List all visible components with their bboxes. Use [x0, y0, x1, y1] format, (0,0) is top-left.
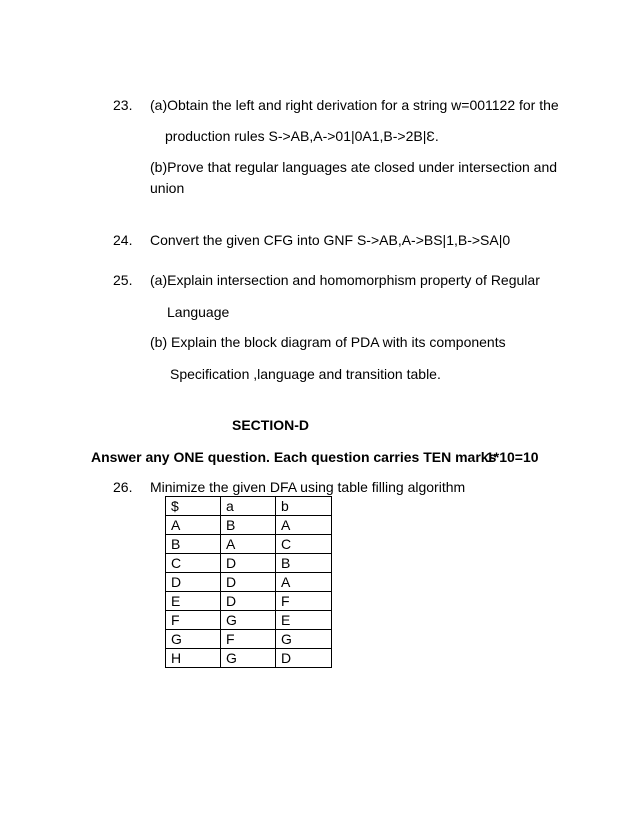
table-row [166, 649, 332, 668]
table-cell: B [276, 554, 332, 573]
table-row [166, 516, 332, 535]
table-cell: G [221, 649, 276, 668]
table-cell: A [166, 516, 221, 535]
table-cell: C [276, 535, 332, 554]
table-row [166, 535, 332, 554]
section-marks: 1*10=10 [486, 449, 539, 465]
section-title: SECTION-D [232, 417, 309, 433]
table-cell: E [276, 611, 332, 630]
table-cell: F [276, 592, 332, 611]
table-cell: B [221, 516, 276, 535]
table-cell: D [221, 554, 276, 573]
table-row [166, 554, 332, 573]
header-cell-state: $ [166, 497, 221, 516]
table-row [166, 611, 332, 630]
question-24-line-1: Convert the given CFG into GNF S->AB,A->BS|1,B->SA|0 [150, 232, 511, 248]
question-23-line-2: production rules S->AB,A->01|0A1,B->2B|Ɛ. [165, 128, 439, 144]
header-cell-a: a [221, 497, 276, 516]
question-23-number: 23. [113, 97, 133, 113]
table-row [166, 592, 332, 611]
table-cell: G [276, 630, 332, 649]
table-cell: F [166, 611, 221, 630]
table-cell: E [166, 592, 221, 611]
question-25-number: 25. [113, 272, 133, 288]
table-cell: D [166, 573, 221, 592]
question-25-line-4: Specification ,language and transition table. [170, 366, 441, 382]
table-cell: H [166, 649, 221, 668]
section-instruction: Answer any ONE question. Each question carries TEN marks [91, 449, 497, 465]
question-25-line-1: (a)Explain intersection and homomorphism property of Regular [150, 272, 540, 288]
dfa-transition-table [165, 496, 332, 668]
question-23-line-4: union [150, 180, 185, 196]
table-cell: B [166, 535, 221, 554]
question-24-number: 24. [113, 232, 133, 248]
table-row [166, 573, 332, 592]
table-cell: A [276, 516, 332, 535]
header-cell-b: b [276, 497, 332, 516]
table-header-row [166, 497, 332, 516]
table-cell: G [221, 611, 276, 630]
question-25-line-3: (b) Explain the block diagram of PDA with its components [150, 334, 506, 350]
question-23-line-3: (b)Prove that regular languages ate closed under intersection and [150, 159, 558, 175]
table-cell: F [221, 630, 276, 649]
table-cell: D [221, 573, 276, 592]
table-cell: D [221, 592, 276, 611]
table-cell: A [276, 573, 332, 592]
question-26-number: 26. [113, 479, 133, 495]
question-23-line-1: (a)Obtain the left and right derivation for a string w=001122 for the [150, 97, 559, 113]
table-cell: D [276, 649, 332, 668]
question-25-line-2: Language [167, 304, 230, 320]
table-row [166, 630, 332, 649]
table-cell: G [166, 630, 221, 649]
question-26-line-1: Minimize the given DFA using table filling algorithm [150, 479, 466, 495]
table-cell: C [166, 554, 221, 573]
table-cell: A [221, 535, 276, 554]
